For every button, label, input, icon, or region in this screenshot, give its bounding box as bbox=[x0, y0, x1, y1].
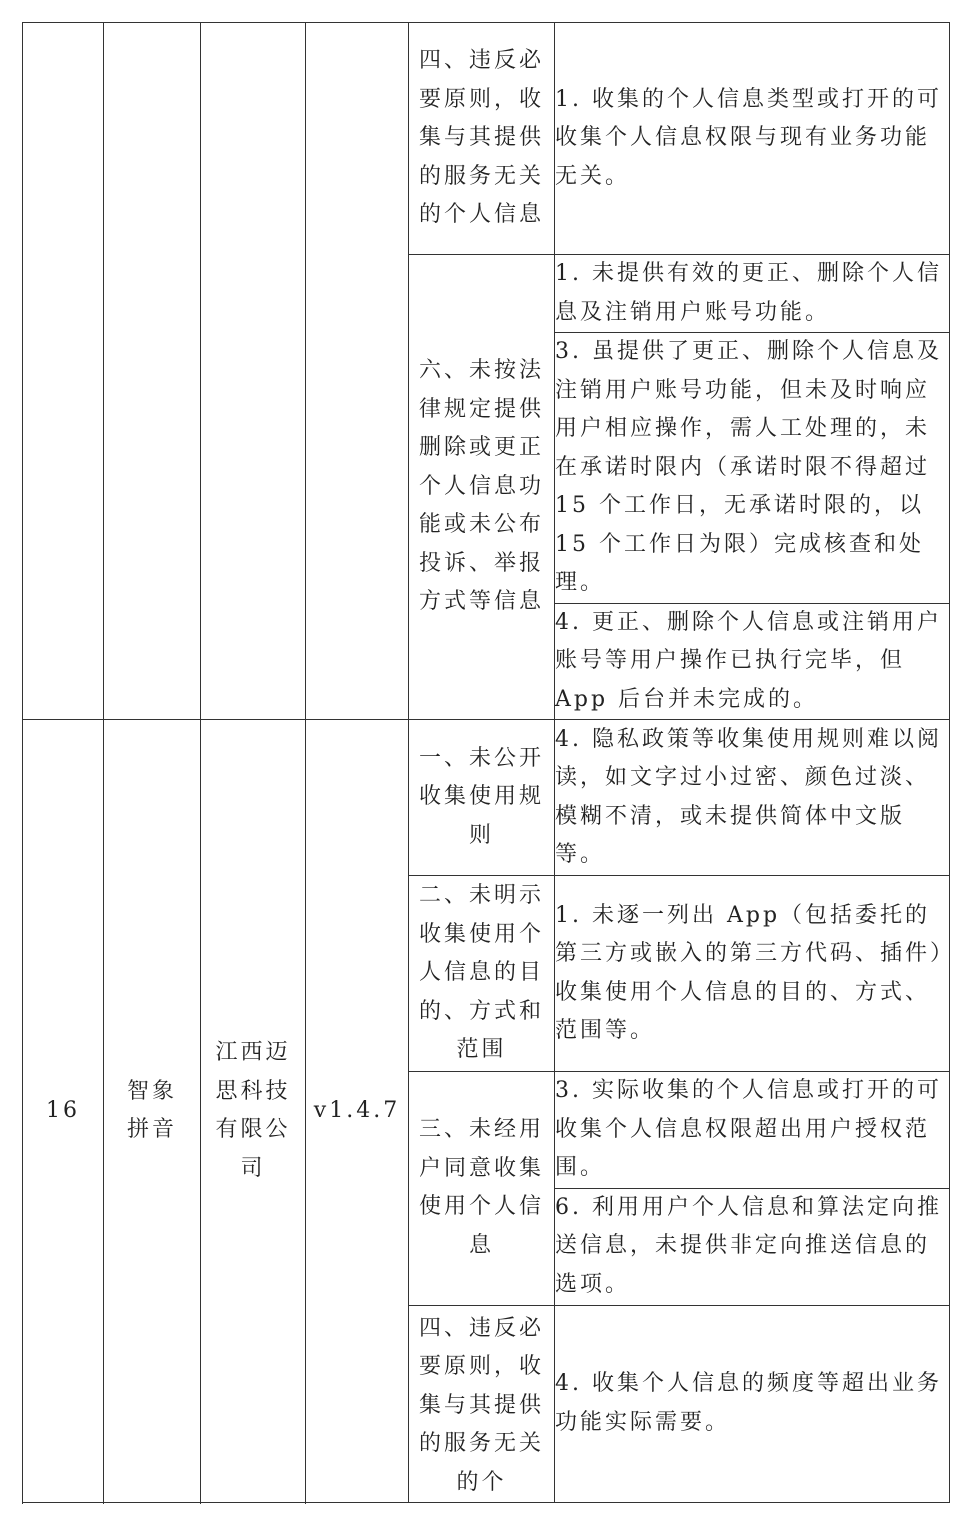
problem-category: 四、违反必要原则，收集与其提供的服务无关的个人信息 bbox=[409, 23, 555, 255]
number-cell-empty bbox=[23, 23, 104, 720]
app-name-cell-empty bbox=[104, 23, 201, 720]
table-row bbox=[23, 720, 950, 876]
problem-category: 三、未经用户同意收集使用个人信息 bbox=[409, 1072, 555, 1306]
problem-category: 四、违反必要原则，收集与其提供的服务无关的个 bbox=[409, 1305, 555, 1503]
table-row bbox=[23, 23, 950, 255]
problem-description: 3. 虽提供了更正、删除个人信息及注销用户账号功能，但未及时响应用户相应操作，需人工处理的，未在承诺时限内（承诺时限不得超过 15 个工作日，无承诺时限的，以 15 个工作日为限）完成核查和处理。 bbox=[555, 333, 950, 604]
problem-description: 1. 收集的个人信息类型或打开的可收集个人信息权限与现有业务功能无关。 bbox=[555, 23, 950, 255]
problem-description: 4. 更正、删除个人信息或注销用户账号等用户操作已执行完毕，但 App 后台并未完成的。 bbox=[555, 603, 950, 720]
problem-description: 1. 未提供有效的更正、删除个人信息及注销用户账号功能。 bbox=[555, 255, 950, 333]
version-cell-empty bbox=[306, 23, 409, 720]
problem-description: 6. 利用用户个人信息和算法定向推送信息，未提供非定向推送信息的选项。 bbox=[555, 1188, 950, 1305]
problem-description: 4. 收集个人信息的频度等超出业务功能实际需要。 bbox=[555, 1305, 950, 1503]
violation-table bbox=[22, 22, 950, 1503]
problem-description: 1. 未逐一列出 App（包括委托的第三方或嵌入的第三方代码、插件）收集使用个人信息的目的、方式、范围等。 bbox=[555, 876, 950, 1072]
app-name: 智象拼音 bbox=[104, 720, 201, 1503]
problem-description: 4. 隐私政策等收集使用规则难以阅读，如文字过小过密、颜色过淡、模糊不清，或未提供简体中文版等。 bbox=[555, 720, 950, 876]
problem-description: 3. 实际收集的个人信息或打开的可收集个人信息权限超出用户授权范围。 bbox=[555, 1072, 950, 1189]
company-name: 江西迈思科技有限公司 bbox=[201, 720, 306, 1503]
app-version: v1.4.7 bbox=[306, 720, 409, 1503]
entry-number: 16 bbox=[23, 720, 104, 1503]
problem-category: 六、未按法律规定提供删除或更正个人信息功能或未公布投诉、举报方式等信息 bbox=[409, 255, 555, 720]
problem-category: 一、未公开收集使用规则 bbox=[409, 720, 555, 876]
problem-category: 二、未明示收集使用个人信息的目的、方式和范围 bbox=[409, 876, 555, 1072]
company-cell-empty bbox=[201, 23, 306, 720]
